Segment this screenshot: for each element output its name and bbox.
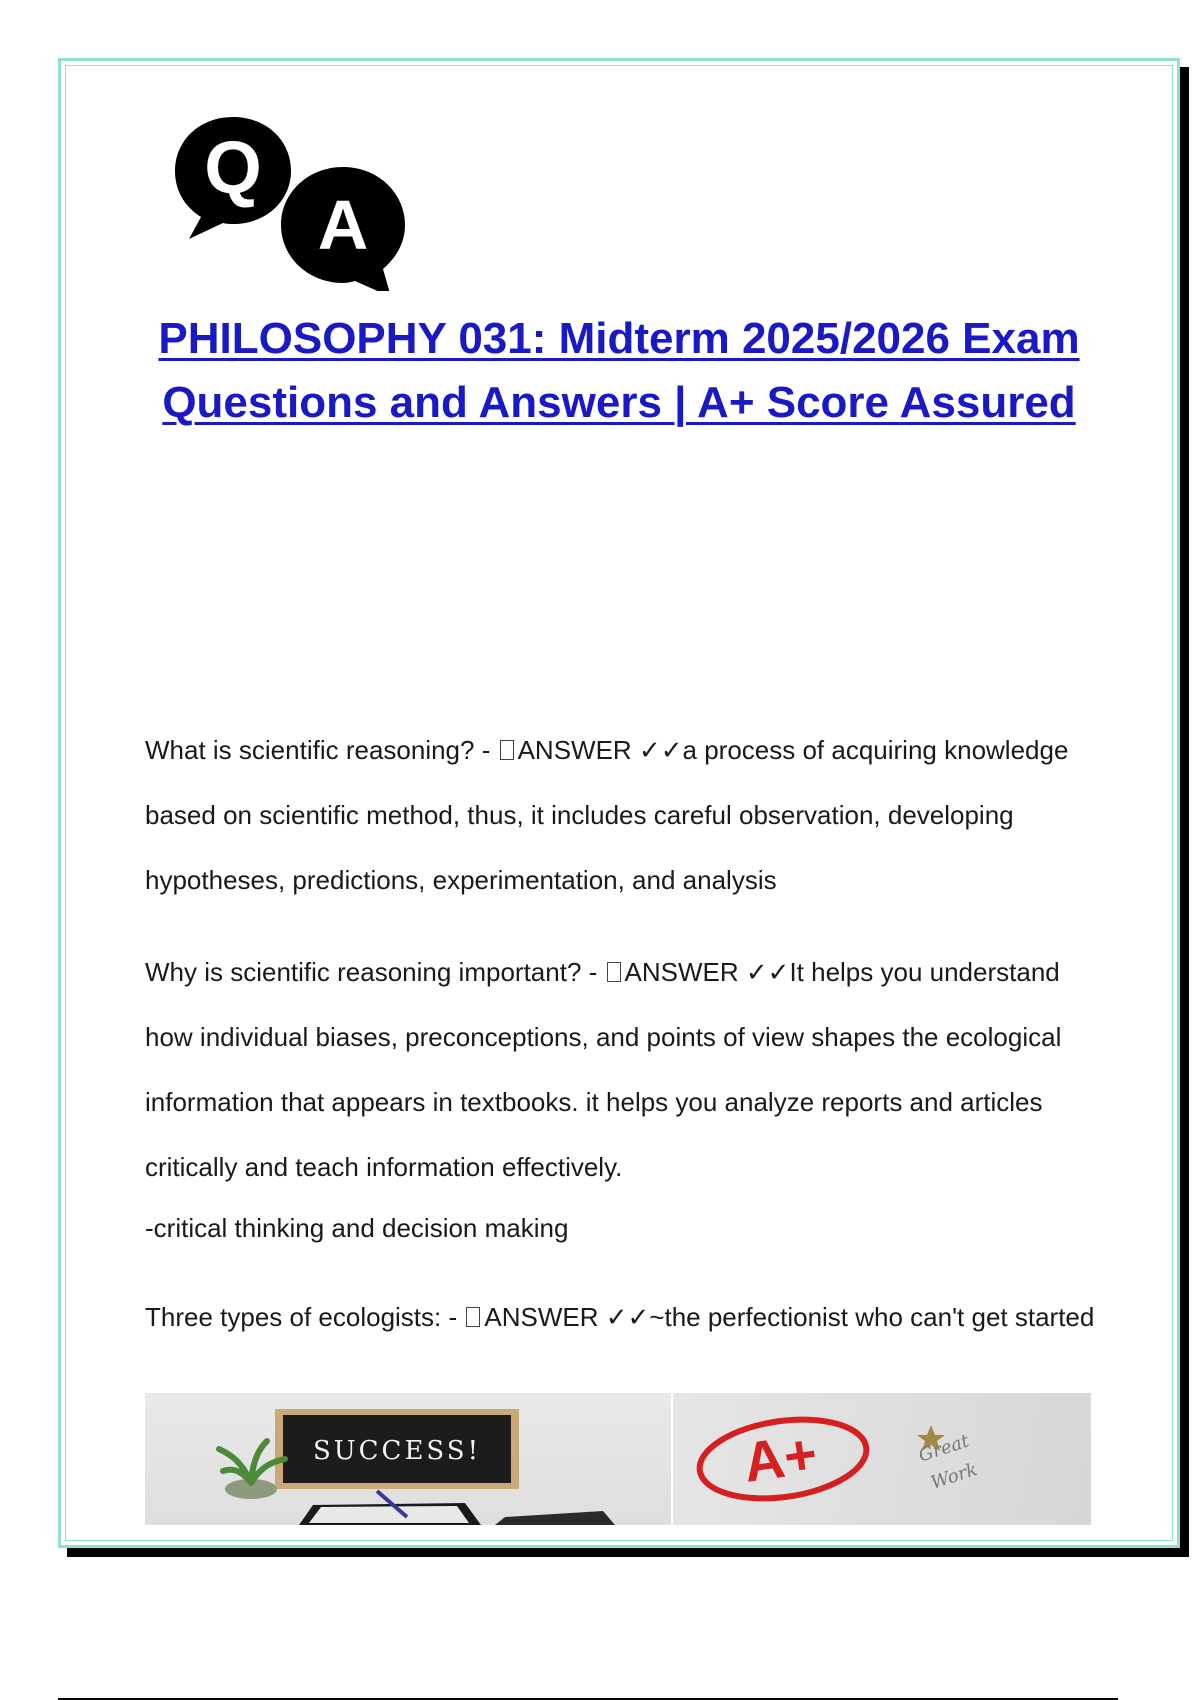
logo-q-letter: Q — [204, 126, 262, 209]
question-text: What is scientific reasoning? - — [145, 735, 498, 765]
aplus-grade-text: A+ — [739, 1421, 821, 1494]
qa-speech-bubbles-icon — [171, 111, 421, 291]
note-line-2: Work — [928, 1459, 981, 1494]
missing-glyph-box-icon — [466, 1307, 480, 1327]
missing-glyph-box-icon — [607, 962, 621, 982]
aplus-image — [673, 1393, 1091, 1525]
question-text: Why is scientific reasoning important? - — [145, 957, 605, 987]
missing-glyph-box-icon — [500, 740, 514, 760]
qa-item-2-extra: -critical thinking and decision making — [145, 1213, 569, 1243]
document-title: PHILOSOPHY 031: Midterm 2025/2026 Exam Questions and Answers | A+ Score Assured — [158, 314, 1080, 427]
success-image — [145, 1393, 671, 1525]
answer-text: ~the perfectionist who can't get started — [649, 1302, 1095, 1332]
logo-a-letter: A — [317, 186, 369, 264]
answer-text: a process of acquiring knowledge based on scientific method, thus, it includes careful observation, developing hypotheses, predictions, experimentation, and analysis — [145, 735, 1069, 895]
banner-images — [145, 1393, 1091, 1525]
answer-text: It helps you understand how individual biases, preconceptions, and points of view shapes the ecological information that appears in textbooks. it helps you analyze reports and articles critically and teach information effectively. — [145, 957, 1062, 1182]
page-frame — [58, 58, 1180, 1548]
answer-label: ANSWER ✓✓ — [484, 1302, 650, 1332]
note-line-1: Great — [916, 1430, 972, 1467]
answer-label: ANSWER ✓✓ — [624, 957, 790, 987]
answer-label: ANSWER ✓✓ — [517, 735, 683, 765]
qa-item-2 — [145, 940, 1095, 1200]
success-sign-text: SUCCESS! — [312, 1436, 482, 1466]
question-text: Three types of ecologists: - — [145, 1302, 465, 1332]
qa-item-1 — [145, 718, 1095, 913]
qa-item-3 — [145, 1285, 1095, 1350]
